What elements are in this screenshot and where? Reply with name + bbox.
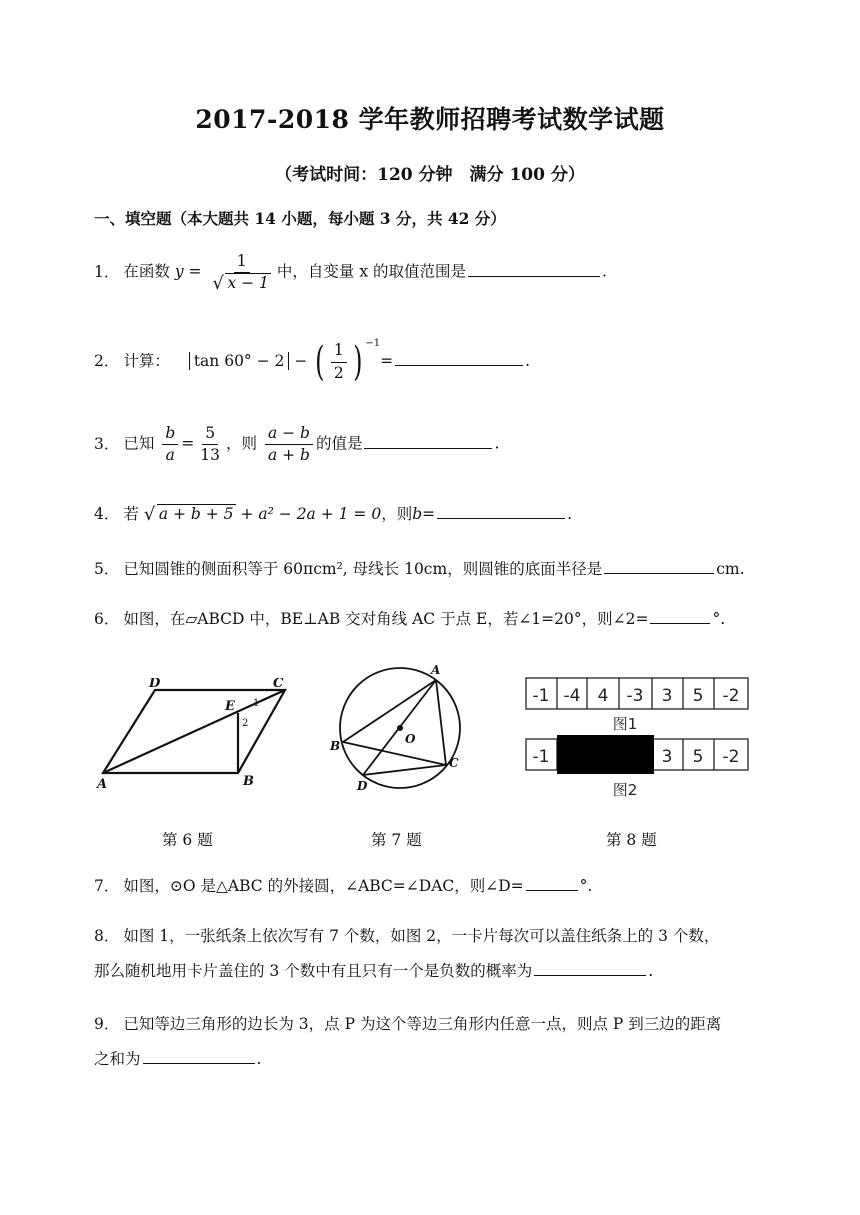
- strip1-label: 图1: [612, 715, 638, 733]
- question-end: .: [602, 262, 607, 281]
- square-root: √ a + b + 5: [143, 504, 234, 526]
- question-6: [94, 610, 725, 629]
- caption-q6: 第 6 题: [162, 831, 213, 849]
- fraction-numerator: b: [162, 425, 178, 445]
- label-d: D: [357, 779, 368, 793]
- answer-blank[interactable]: [437, 517, 565, 519]
- question-text: 已知: [123, 434, 155, 453]
- strip1-cell: -1: [532, 686, 550, 706]
- strip1-cell: -2: [722, 686, 740, 706]
- question-number: 4．: [94, 505, 120, 523]
- label-c: C: [273, 678, 284, 691]
- answer-blank[interactable]: [468, 275, 600, 277]
- label-b: B: [243, 774, 254, 789]
- figure-parallelogram: [95, 678, 295, 793]
- question-8-line-2: [94, 962, 653, 981]
- question-end: cm.: [716, 560, 745, 578]
- label-d: D: [149, 678, 161, 691]
- question-end: °.: [579, 877, 593, 895]
- exam-subtitle: （考试时间：120 分钟 满分 100 分）: [275, 165, 585, 185]
- question-text: 已知等边三角形的边长为 3，点 P 为这个等边三角形内任意一点，则点 P 到三边的距离: [123, 1015, 722, 1033]
- strip2-cell: -2: [722, 747, 740, 767]
- exponent: −1: [365, 337, 381, 349]
- question-text: 在函数: [123, 262, 170, 281]
- question-text: 如图，⊙O 是△ABC 的外接圆，∠ABC=∠DAC，则∠D=: [123, 877, 524, 895]
- strip1-cell: 5: [692, 686, 704, 706]
- question-2: [94, 337, 531, 385]
- center-point: [397, 725, 403, 731]
- equals-sign: =: [422, 505, 436, 523]
- question-text: 那么随机地用卡片盖住的 3 个数中有且只有一个是负数的概率为: [94, 962, 533, 980]
- question-number: 2．: [94, 352, 120, 370]
- answer-blank[interactable]: [395, 364, 523, 366]
- segment-ac: [436, 680, 446, 765]
- question-end: .: [525, 352, 531, 370]
- fraction-numerator: 1: [234, 253, 250, 273]
- label-angle-1: 1: [253, 698, 260, 709]
- question-end: .: [567, 505, 573, 523]
- question-1: [94, 252, 607, 295]
- label-e: E: [225, 699, 235, 714]
- square-root: √ x − 1: [212, 273, 269, 295]
- strip2-cell: 5: [692, 747, 704, 767]
- question-text: ，则: [226, 434, 258, 453]
- question-text: 已知圆锥的侧面积等于 60πcm², 母线长 10cm，则圆锥的底面半径是: [123, 560, 603, 578]
- absolute-value: tan 60° − 2: [189, 352, 290, 370]
- question-text: 中，自变量 x 的取值范围是: [276, 262, 466, 281]
- segment-ab: [343, 680, 436, 742]
- question-text: 若: [123, 505, 139, 523]
- question-number: 7．: [94, 877, 120, 895]
- exam-title: 2017-2018 学年教师招聘考试数学试题: [195, 105, 665, 134]
- label-o: O: [405, 732, 416, 746]
- question-end: .: [256, 1050, 262, 1068]
- fraction-numerator: 1: [331, 342, 347, 362]
- segment-dc: [363, 765, 446, 775]
- question-number: 1．: [94, 262, 120, 281]
- label-b: B: [330, 739, 341, 753]
- question-5: [94, 560, 745, 579]
- figure-number-strips: [523, 675, 753, 805]
- question-text: ，则: [381, 505, 413, 523]
- question-text: 如图 1，一张纸条上依次写有 7 个数，如图 2，一卡片每次可以盖住纸条上的 3 个数，: [123, 927, 720, 945]
- question-number: 5．: [94, 560, 120, 578]
- fraction-denominator: a + b: [267, 446, 310, 465]
- fraction-5-13: [197, 425, 223, 464]
- answer-blank[interactable]: [604, 572, 714, 574]
- question-number: 3．: [94, 434, 120, 453]
- strip1-cell: -3: [626, 686, 644, 706]
- question-8: [94, 927, 719, 946]
- label-c: C: [449, 756, 459, 770]
- strip2-cell: 3: [661, 747, 673, 767]
- fraction-denominator: a: [165, 446, 175, 465]
- equation-rest: + a² − 2a + 1 = 0: [240, 505, 382, 523]
- fraction-numerator: a − b: [265, 425, 313, 445]
- strip2-cell: -1: [532, 747, 550, 767]
- fraction-numerator: 5: [202, 425, 218, 445]
- label-a: A: [431, 663, 441, 677]
- fraction: [209, 252, 273, 295]
- covering-card: [557, 735, 654, 774]
- label-a: A: [97, 777, 108, 792]
- answer-blank[interactable]: [534, 974, 646, 976]
- question-3: [94, 425, 499, 464]
- fraction-b-over-a: [162, 425, 178, 464]
- variable-b: b: [412, 505, 423, 523]
- answer-blank[interactable]: [143, 1062, 255, 1064]
- question-text: 如图，在▱ABCD 中，BE⊥AB 交对角线 AC 于点 E，若∠1=20°，则∠2=: [123, 610, 649, 628]
- fraction-denominator: 13: [200, 446, 220, 465]
- question-text: 之和为: [94, 1050, 141, 1068]
- question-9: [94, 1015, 721, 1034]
- radicand: a + b + 5: [158, 505, 234, 523]
- answer-blank[interactable]: [650, 622, 710, 624]
- fraction-denominator: 2: [333, 363, 344, 382]
- strip2-label: 图2: [612, 781, 638, 799]
- segment-bc: [343, 742, 446, 765]
- strip1-cell: 3: [661, 686, 673, 706]
- question-end: .: [494, 434, 500, 453]
- section-heading: 一、填空题（本大题共 14 小题，每小题 3 分，共 42 分）: [94, 209, 506, 228]
- question-number: 9．: [94, 1015, 120, 1033]
- radicand: x − 1: [227, 274, 269, 293]
- equals-sign: =: [181, 434, 195, 453]
- fraction-expression: [265, 425, 313, 464]
- question-text: 计算：: [123, 352, 170, 370]
- equals-sign: =: [380, 352, 394, 370]
- caption-q7: 第 7 题: [371, 831, 422, 849]
- question-number: 6．: [94, 610, 120, 628]
- parenthesized-fraction: ( $\frac{1}{2}$ ): [315, 339, 363, 385]
- math-lhs: y =: [174, 262, 202, 281]
- caption-q8: 第 8 题: [606, 831, 657, 849]
- question-7: [94, 877, 592, 896]
- figure-circle: [328, 660, 468, 795]
- question-number: 8．: [94, 927, 120, 945]
- question-end: °.: [712, 610, 726, 628]
- strip1-cell: 4: [597, 686, 609, 706]
- question-9-line-2: [94, 1050, 261, 1069]
- question-end: .: [648, 962, 654, 980]
- question-4: [94, 505, 572, 524]
- strip1-cell: -4: [563, 686, 581, 706]
- answer-blank[interactable]: [526, 889, 578, 891]
- answer-blank[interactable]: [364, 447, 492, 449]
- label-angle-2: 2: [242, 718, 249, 729]
- minus-sign: −: [294, 352, 308, 370]
- question-text: 的值是: [315, 434, 363, 453]
